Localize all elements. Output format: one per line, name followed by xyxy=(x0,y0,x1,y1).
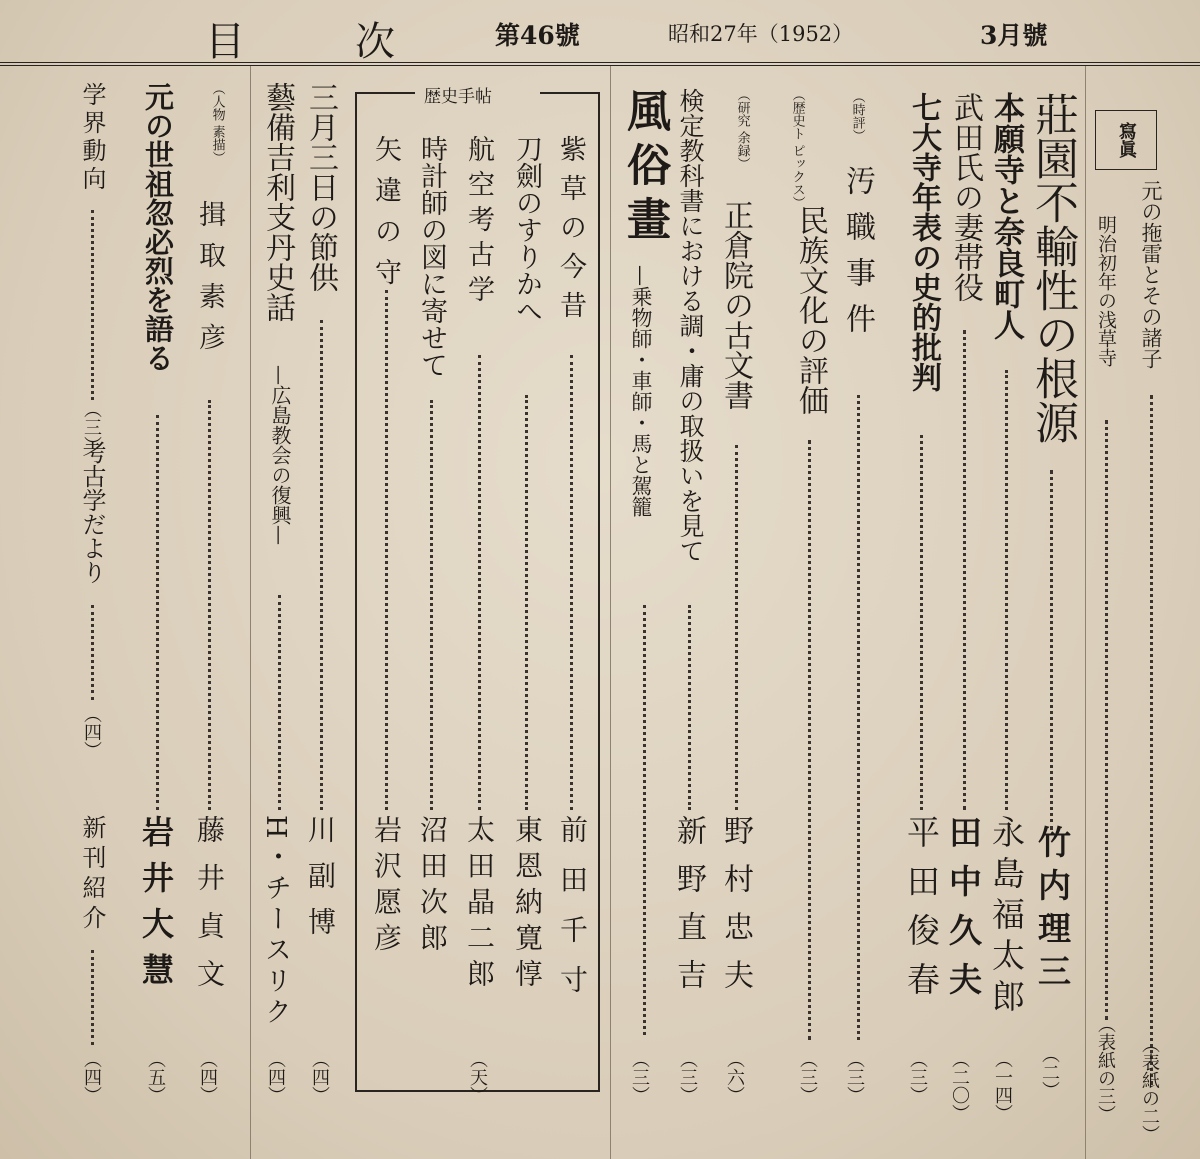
leader-dots xyxy=(1050,470,1053,830)
note-title: 矢違の守 xyxy=(370,135,401,299)
article-page: （四） xyxy=(309,1050,330,1104)
article-subtitle: —広島教会の復興— xyxy=(268,365,292,545)
leader-dots xyxy=(208,400,211,810)
article-title: 正倉院の古文書 xyxy=(718,200,753,410)
article-page: （三） xyxy=(844,1050,865,1104)
leader-dots xyxy=(478,355,481,810)
leader-dots xyxy=(156,415,159,810)
article-title: 検定教科書における調・庸の取扱いを見て xyxy=(676,88,705,563)
article-title: 武田氏の妻帯役 xyxy=(948,92,983,302)
photo-page: （表紙の二） xyxy=(1139,1035,1160,1143)
article-page: （二〇） xyxy=(949,1050,970,1122)
column-tag: （時評） xyxy=(849,90,865,142)
leader-dots xyxy=(320,320,323,810)
article-author: 岩井大慧 xyxy=(137,815,175,999)
department-title: 新刊紹介 xyxy=(78,815,106,935)
article-title: 揖取素彦 xyxy=(194,200,225,364)
article-page: （二） xyxy=(1039,1045,1060,1099)
leader-dots xyxy=(430,400,433,810)
note-title: 刀劍のすりかへ xyxy=(511,135,542,324)
title-char-2: 次 xyxy=(355,19,395,65)
department-title: 考古学だより xyxy=(78,440,106,584)
department-title: 学界動向 xyxy=(78,82,106,194)
column-tag: （研究 余録） xyxy=(734,88,750,171)
article-title: 莊園不輸性の根源 xyxy=(1027,92,1078,444)
note-author: 沼田次郎 xyxy=(416,815,449,959)
article-author: 藤井貞文 xyxy=(193,815,226,1007)
title-char-1: 目 xyxy=(205,19,245,65)
note-title: 航空考古学 xyxy=(463,135,494,310)
leader-dots xyxy=(963,330,966,810)
note-title: 時計師の図に寄せて xyxy=(416,135,447,378)
leader-dots xyxy=(857,395,860,1040)
photo-page: （表紙の三） xyxy=(1095,1015,1116,1123)
note-author: 前田千寸 xyxy=(556,815,589,1015)
leader-dots xyxy=(570,355,573,810)
divider xyxy=(610,66,611,1159)
photo-title: 明治初年の浅草寺 xyxy=(1095,215,1117,367)
article-author: H・チースリク xyxy=(260,815,291,1029)
article-title: 三月三日の節供 xyxy=(303,82,338,292)
article-page: （三） xyxy=(797,1050,818,1104)
article-title: 藝備吉利支丹史話 xyxy=(260,82,295,322)
leader-dots xyxy=(808,440,811,1040)
box-border xyxy=(540,92,600,94)
note-author: 太田晶二郎 xyxy=(463,815,496,995)
article-author: 川副博 xyxy=(304,815,337,953)
leader-dots xyxy=(91,605,94,700)
department-page: （四） xyxy=(81,705,102,759)
article-title: 本願寺と奈良町人 xyxy=(988,92,1024,340)
issue-date: 昭和27年（1952） xyxy=(668,22,854,46)
issue-number: 第46號 xyxy=(495,21,580,50)
article-page: （六） xyxy=(724,1050,745,1104)
column-tag: （人物 素描） xyxy=(209,82,225,165)
header xyxy=(0,0,1200,66)
article-page: （三） xyxy=(907,1050,928,1104)
article-title: 風俗畫 xyxy=(619,88,670,250)
history-notes-page: （天） xyxy=(467,1050,488,1104)
article-author: 平田俊春 xyxy=(902,815,941,1011)
column-tag: （歴史ト ピックス） xyxy=(789,88,805,210)
leader-dots xyxy=(688,605,691,810)
article-title: 汚職事件 xyxy=(840,165,875,349)
note-author: 岩沢愿彦 xyxy=(370,815,403,959)
history-notes-label: 歴史手帖 xyxy=(424,87,492,107)
photo-section-label: 寫眞 xyxy=(1095,110,1157,170)
leader-dots xyxy=(735,445,738,810)
leader-dots xyxy=(91,950,94,1045)
divider xyxy=(1085,66,1086,1159)
leader-dots xyxy=(525,395,528,810)
article-title: 民族文化の評価 xyxy=(793,205,828,415)
leader-dots xyxy=(920,435,923,810)
article-page: （三） xyxy=(677,1050,698,1104)
article-subtitle: —乗物師・車師・馬と駕籠 xyxy=(629,265,653,517)
article-author: 竹内理三 xyxy=(1033,825,1072,997)
note-author: 東恩納寛惇 xyxy=(511,815,544,995)
article-page: （四） xyxy=(197,1050,218,1104)
article-author: 田中久夫 xyxy=(944,815,983,1011)
department-page: （三） xyxy=(81,400,102,454)
article-title: 元の世祖忽必烈を語る xyxy=(141,82,175,372)
leader-dots xyxy=(1005,370,1008,810)
photo-title: 元の拖雷とその諸子 xyxy=(1139,180,1163,369)
leader-dots xyxy=(91,210,94,400)
leader-dots xyxy=(278,595,281,810)
box-border xyxy=(355,92,415,94)
article-author: 永島福太郎 xyxy=(987,815,1026,1020)
article-page: （一四） xyxy=(992,1050,1013,1122)
leader-dots xyxy=(1105,420,1108,1020)
article-title: 七大寺年表の史的批判 xyxy=(906,92,941,392)
leader-dots xyxy=(643,605,646,1035)
divider xyxy=(250,66,251,1159)
leader-dots xyxy=(1150,395,1153,1085)
article-page: （四） xyxy=(265,1050,286,1104)
note-title: 紫草の今昔 xyxy=(555,135,586,330)
issue-month: 3月號 xyxy=(980,21,1048,50)
article-author: 新野直吉 xyxy=(671,815,706,1007)
article-page: （五） xyxy=(145,1050,166,1104)
article-author: 野村忠夫 xyxy=(718,815,753,1007)
article-page: （三） xyxy=(629,1050,650,1104)
leader-dots xyxy=(385,290,388,810)
department-page: （四） xyxy=(81,1050,102,1104)
